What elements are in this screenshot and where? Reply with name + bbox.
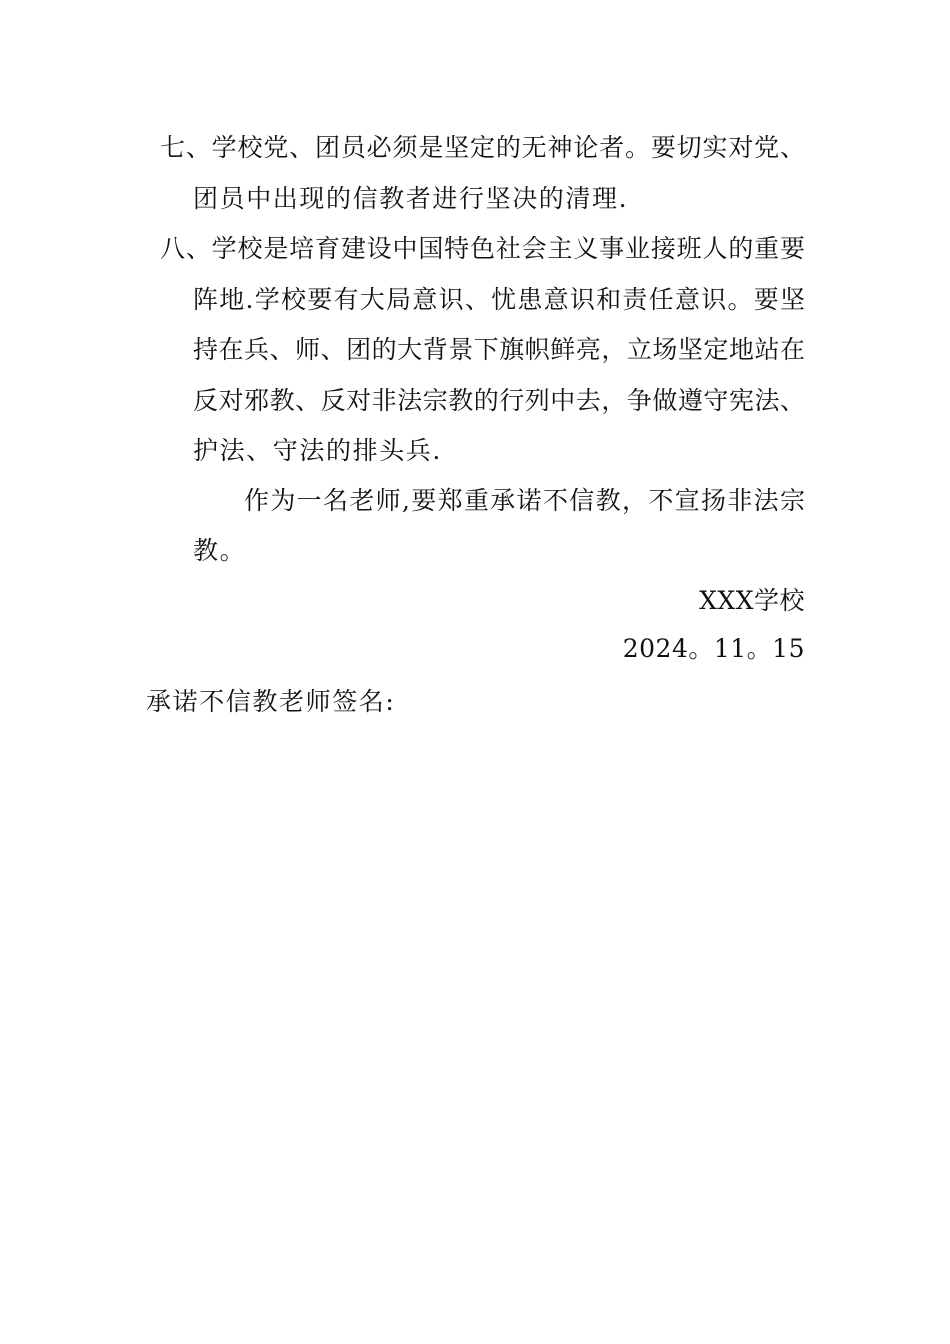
item-8-line-2: 阵地.学校要有大局意识、忧患意识和责任意识。要坚	[193, 285, 805, 314]
pledge-line-1: 作为一名老师,要郑重承诺不信教，不宣扬非法宗	[244, 486, 805, 515]
item-8-line-3: 持在兵、师、团的大背景下旗帜鲜亮，立场坚定地站在	[193, 335, 805, 364]
school-name: XXX学校	[699, 586, 805, 615]
item-8-line-1: 八、学校是培育建设中国特色社会主义事业接班人的重要	[160, 234, 805, 263]
document-date: 2024。11。15	[622, 634, 805, 663]
item-8-line-5: 护法、守法的排头兵.	[193, 436, 442, 465]
item-8-line-4: 反对邪教、反对非法宗教的行列中去，争做遵守宪法、	[193, 386, 805, 415]
signature-label: 承诺不信教老师签名:	[146, 687, 396, 716]
pledge-line-2: 教。	[193, 536, 247, 565]
item-7-line-2: 团员中出现的信教者进行坚决的清理.	[193, 184, 629, 213]
item-7-line-1: 七、学校党、团员必须是坚定的无神论者。要切实对党、	[160, 133, 805, 162]
